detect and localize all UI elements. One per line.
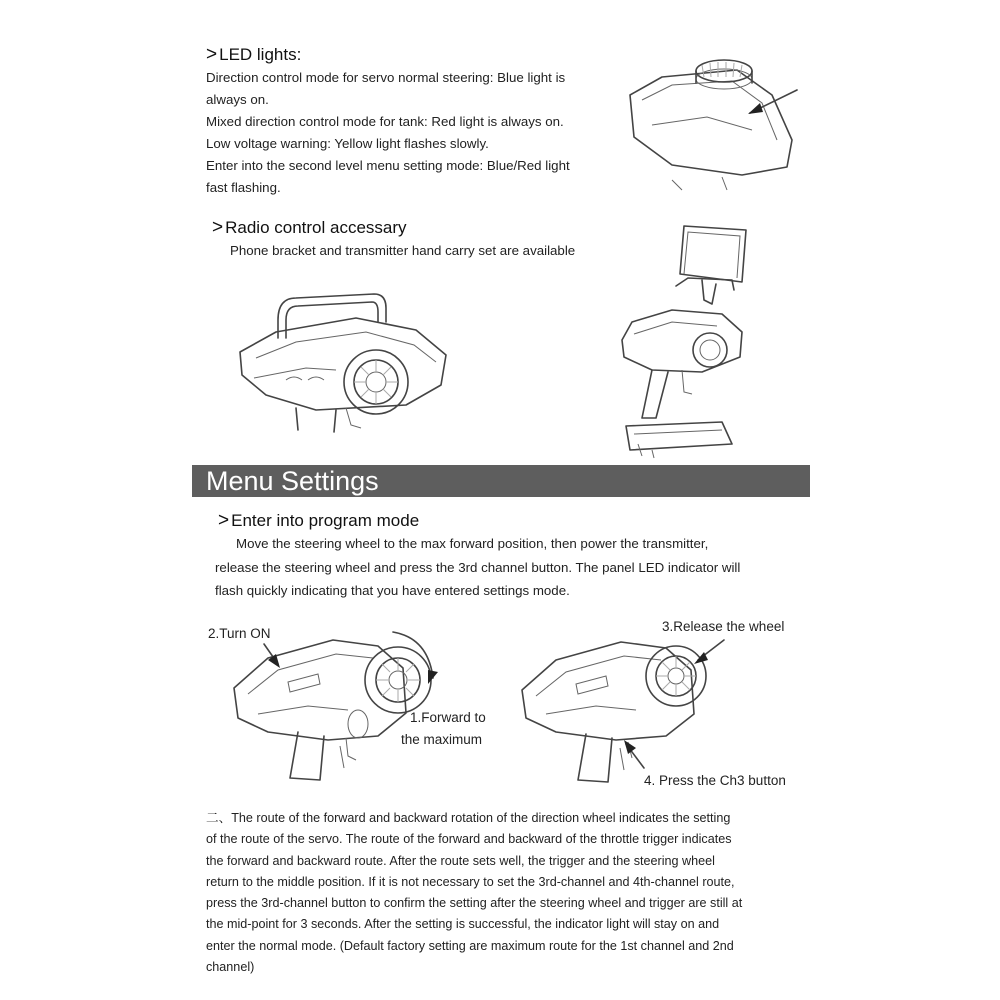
menu-settings-title: Menu Settings	[206, 466, 379, 496]
led-line: always on.	[206, 92, 269, 107]
led-line: Direction control mode for servo normal steering: Blue light is	[206, 70, 566, 85]
led-line: Low voltage warning: Yellow light flashes slowly.	[206, 136, 489, 151]
route-line: of the route of the servo. The route of the forward and backward of the throttle trigger indicates	[206, 832, 732, 847]
program-line: Move the steering wheel to the max forward position, then power the transmitter,	[236, 536, 709, 551]
release-wheel-transmitter-illustration	[516, 632, 726, 782]
route-line: 二、The route of the forward and backward rotation of the direction wheel indicates the setting	[206, 811, 731, 825]
transmitter-led-illustration	[612, 55, 812, 190]
step-forward-label-line1: 1.Forward to	[410, 710, 486, 725]
route-line: press the 3rd-channel button to confirm the setting after the steering wheel and trigger are still at	[206, 896, 743, 911]
accessory-heading: > Radio control accessary	[212, 217, 407, 238]
route-paragraph	[206, 808, 742, 978]
route-line: the mid-point for 3 seconds. After the setting is successful, the indicator light will stay on and	[206, 917, 720, 932]
route-line: enter the normal mode. (Default factory setting are maximum route for the 1st channel and 2nd	[206, 938, 734, 953]
led-heading: > LED lights:	[206, 44, 302, 65]
step-turn-on-label: 2.Turn ON	[208, 626, 271, 641]
led-description	[206, 67, 570, 199]
route-line: channel)	[206, 960, 255, 975]
chevron-right-icon: >	[212, 217, 224, 238]
chevron-right-icon: >	[206, 44, 218, 65]
menu-settings-bar	[192, 465, 810, 497]
step-press-label: 4. Press the Ch3 button	[644, 773, 786, 788]
phone-bracket-transmitter-illustration	[612, 222, 762, 460]
program-line: release the steering wheel and press the 3rd channel button. The panel LED indicator will	[215, 560, 741, 575]
program-mode-heading: > Enter into program mode	[218, 510, 420, 531]
led-line: Enter into the second level menu setting mode: Blue/Red light	[206, 158, 570, 173]
led-line: fast flashing.	[206, 180, 281, 195]
route-line: return to the middle position. If it is not necessary to set the 3rd-channel and 4th-channel route,	[206, 874, 735, 889]
chevron-right-icon: >	[218, 510, 230, 531]
hand-carry-transmitter-illustration	[236, 290, 452, 440]
route-line: the forward and backward route. After the route sets well, the trigger and the steering wheel	[206, 853, 715, 868]
turn-on-transmitter-illustration	[228, 628, 438, 784]
step-release-label: 3.Release the wheel	[662, 619, 785, 634]
accessory-description: Phone bracket and transmitter hand carry set are available	[230, 243, 576, 258]
step-forward-label-line2: the maximum	[401, 732, 483, 747]
program-line: flash quickly indicating that you have entered settings mode.	[215, 583, 570, 598]
led-line: Mixed direction control mode for tank: Red light is always on.	[206, 114, 564, 129]
